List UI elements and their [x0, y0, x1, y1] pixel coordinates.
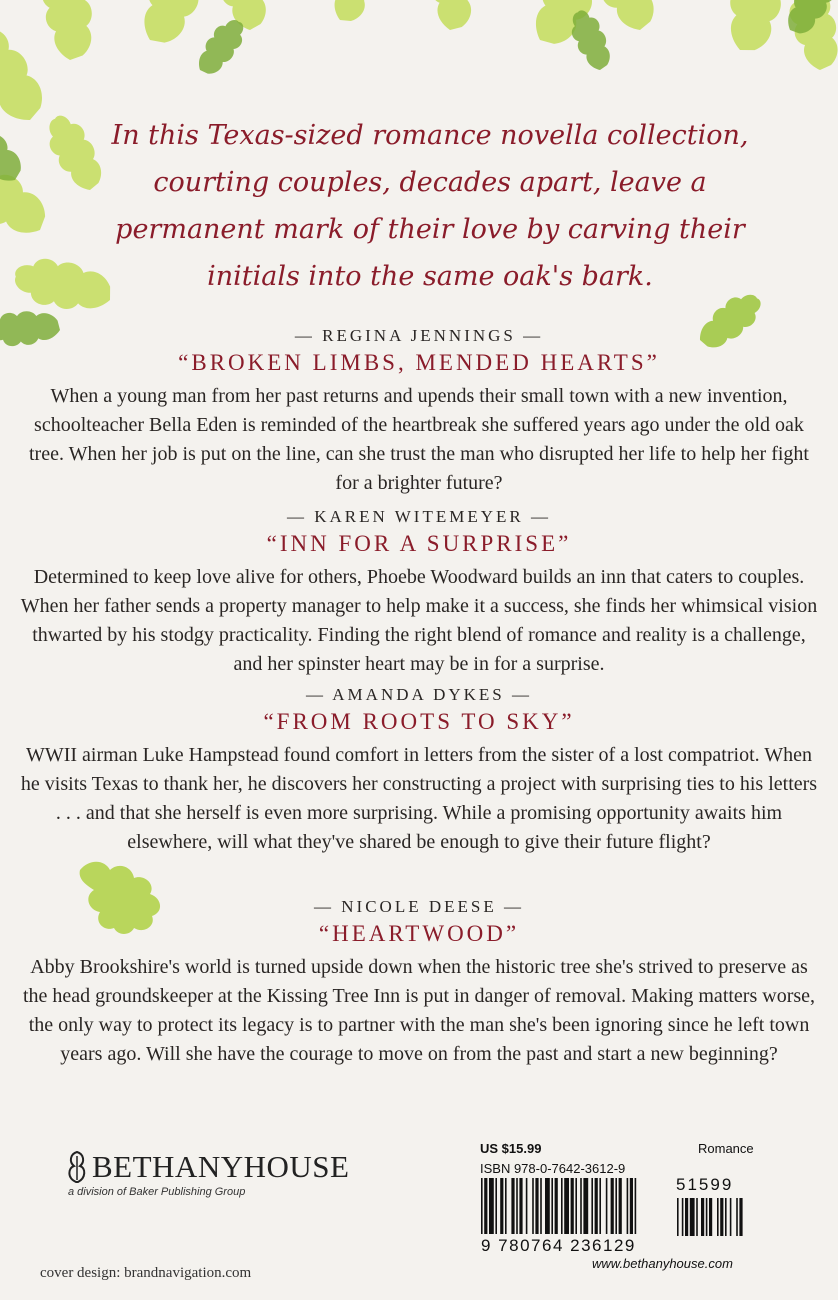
publisher-name: BETHANYHOUSE [92, 1149, 350, 1184]
barcode-addon-number: 51599 [676, 1175, 734, 1194]
tagline: In this Texas-sized romance novella collection, courting couples, decades apart, leave a permanent mark of their love by carving their initials into the same oak's bark. [111, 120, 749, 292]
novella-section [0, 683, 838, 857]
author-name: — KAREN WITEMEYER — [287, 507, 551, 526]
isbn: ISBN 978-0-7642-3612-9 [480, 1161, 626, 1176]
novella-blurb: When a young man from her past returns and upends their small town with a new invention, schoolteacher Bella Eden is reminded of the heartbreak she suffered years ago under the old oak tree. When her job is put on the line, can she trust the man who disrupted her life to help her fight for a brighter future? [29, 385, 809, 494]
author-name: — NICOLE DEESE — [314, 897, 524, 916]
website: www.bethanyhouse.com [592, 1256, 733, 1271]
novella-title: “HEARTWOOD” [318, 921, 520, 946]
publisher-logo [66, 1150, 349, 1198]
publisher-subtitle: a division of Baker Publishing Group [68, 1186, 246, 1198]
genre: Romance [698, 1141, 754, 1156]
bethany-house-logo-icon [66, 1150, 88, 1184]
barcode-digits: 9 780764 236129 [481, 1236, 636, 1255]
novella-blurb: WWII airman Luke Hampstead found comfort in letters from the sister of a lost compatriot. When he visits Texas to thank her, he discovers her constructing a project with surprising ties to his letters . . . and that she herself is even more surprising. While a promising opportunity awaits him elsewhere, will what they've shared be enough to give their future flight? [20, 744, 818, 853]
novella-blurb: Abby Brookshire's world is turned upside down when the historic tree she's strived to preserve as the head groundskeeper at the Kissing Tree Inn is put in danger of removal. Making matters worse, the only way to protect its legacy is to partner with the man she's been ignoring since he left town years ago. Will she have the courage to move on from the past and start a new beginning? [22, 956, 816, 1065]
novella-title: “FROM ROOTS TO SKY” [263, 709, 575, 734]
novella-section [0, 505, 838, 679]
novella-title: “BROKEN LIMBS, MENDED HEARTS” [178, 350, 660, 375]
author-name: — AMANDA DYKES — [305, 685, 533, 704]
novella-section [0, 324, 838, 498]
author-name: — REGINA JENNINGS — [294, 326, 544, 345]
novella-blurb: Determined to keep love alive for others, Phoebe Woodward builds an inn that caters to couples. When her father sends a property manager to help make it a success, she finds her whimsical vision thwarted by his stodgy practicality. Finding the right blend of romance and reality is a challenge, and her spinster heart may be in for a surprise. [20, 566, 818, 675]
cover-credit: cover design: brandnavigation.com [40, 1265, 252, 1281]
price: US $15.99 [480, 1141, 542, 1156]
novella-section [0, 895, 838, 1069]
novella-title: “INN FOR A SURPRISE” [266, 531, 572, 556]
